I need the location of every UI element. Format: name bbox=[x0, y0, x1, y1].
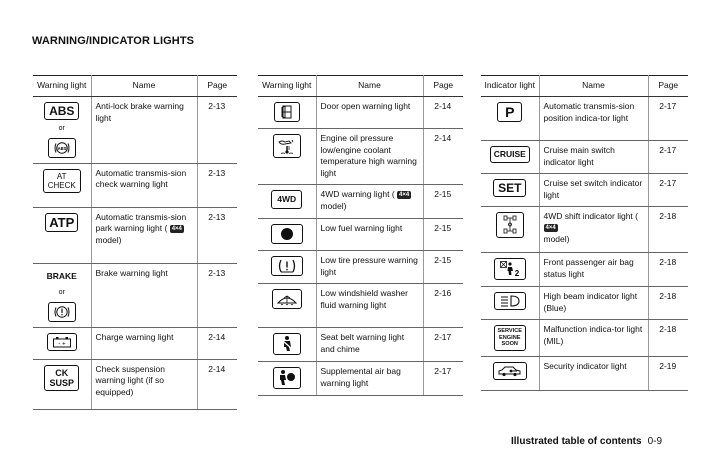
page-cell: 2-17 bbox=[423, 362, 463, 396]
name-cell bbox=[91, 207, 197, 263]
header-name: Name bbox=[316, 76, 423, 97]
brake-circle-icon bbox=[48, 302, 76, 322]
page-cell: 2-14 bbox=[423, 129, 463, 185]
icon-cell bbox=[258, 219, 316, 251]
table-row bbox=[258, 284, 463, 328]
name-text: model) bbox=[320, 200, 347, 211]
icon-cell bbox=[481, 174, 539, 207]
icon-cell bbox=[258, 362, 316, 396]
name-cell: Cruise set switch indicator light bbox=[539, 174, 648, 207]
name-cell: Check suspension warning light (if so equipped) bbox=[91, 359, 197, 409]
table-row bbox=[33, 97, 237, 164]
4wd-icon: 4WD bbox=[271, 190, 302, 209]
table-row bbox=[258, 219, 463, 251]
ses-line3: SOON bbox=[501, 341, 518, 347]
header-warning-light: Warning light bbox=[33, 76, 91, 97]
oil-pressure-temp-icon bbox=[273, 134, 301, 158]
ck-susp-line1: CK bbox=[55, 367, 69, 378]
icon-cell bbox=[258, 129, 316, 185]
service-engine-soon-icon bbox=[494, 325, 526, 351]
header-indicator-light: Indicator light bbox=[481, 76, 539, 97]
washer-fluid-icon bbox=[272, 289, 302, 309]
at-check-line2: CHECK bbox=[47, 180, 76, 190]
page-cell: 2-13 bbox=[197, 263, 237, 327]
name-cell: Anti-lock brake warning light bbox=[91, 97, 197, 164]
4x4-chip-icon: 4×4 bbox=[545, 225, 556, 232]
page-cell: 2-13 bbox=[197, 163, 237, 207]
ck-susp-icon bbox=[44, 365, 79, 391]
indicator-lights-table bbox=[481, 75, 688, 391]
set-icon: SET bbox=[493, 179, 526, 197]
header-page: Page bbox=[648, 76, 688, 97]
table-row bbox=[481, 320, 688, 357]
name-cell: Low tire pressure warning light bbox=[316, 251, 423, 284]
footer-page-number: 0-9 bbox=[647, 436, 663, 447]
page-cell: 2-15 bbox=[423, 251, 463, 284]
table-header bbox=[33, 76, 237, 97]
or-label: or bbox=[58, 125, 65, 132]
table-row bbox=[33, 163, 237, 207]
page-cell: 2-13 bbox=[197, 97, 237, 164]
name-cell: High beam indicator light (Blue) bbox=[539, 287, 648, 320]
icon-cell bbox=[481, 356, 539, 390]
name-cell: Brake warning light bbox=[91, 263, 197, 327]
icon-cell bbox=[258, 251, 316, 284]
battery-icon-text: - + bbox=[58, 341, 66, 347]
table-row bbox=[258, 328, 463, 362]
icon-cell bbox=[481, 320, 539, 357]
page-cell: 2-17 bbox=[423, 328, 463, 362]
icon-cell bbox=[33, 207, 91, 263]
header-name: Name bbox=[91, 76, 197, 97]
high-beam-icon bbox=[494, 292, 526, 310]
tire-pressure-icon bbox=[271, 256, 303, 276]
icon-cell bbox=[33, 263, 91, 327]
icon-cell bbox=[481, 141, 539, 174]
abs-circle-icon bbox=[48, 138, 76, 158]
icon-cell bbox=[481, 287, 539, 320]
name-cell: Front passenger air bag status light bbox=[539, 253, 648, 287]
abs-circle-text: (ABS) bbox=[55, 145, 68, 151]
table-row bbox=[258, 97, 463, 129]
ck-susp-line2: SUSP bbox=[49, 377, 74, 388]
table-row bbox=[481, 174, 688, 207]
name-cell: Engine oil pressure low/engine coolant temperature high warning light bbox=[316, 129, 423, 185]
header-page: Page bbox=[423, 76, 463, 97]
name-cell: Door open warning light bbox=[316, 97, 423, 129]
name-cell: Seat belt warning light and chime bbox=[316, 328, 423, 362]
header-page: Page bbox=[197, 76, 237, 97]
table-row bbox=[258, 129, 463, 185]
brake-icon: BRAKE bbox=[46, 270, 77, 281]
page-cell: 2-14 bbox=[197, 359, 237, 409]
name-cell: Charge warning light bbox=[91, 327, 197, 359]
icon-cell bbox=[33, 359, 91, 409]
icon-cell bbox=[33, 327, 91, 359]
name-cell: Supplemental air bag warning light bbox=[316, 362, 423, 396]
icon-cell bbox=[481, 97, 539, 141]
passenger-airbag-status-icon bbox=[494, 258, 526, 280]
low-fuel-icon bbox=[271, 224, 303, 244]
name-cell bbox=[539, 207, 648, 253]
header-name: Name bbox=[539, 76, 648, 97]
name-text: 4WD warning light ( bbox=[320, 189, 395, 199]
name-text: Automatic transmis-sion park warning light ( bbox=[95, 211, 187, 233]
table-row bbox=[33, 327, 237, 359]
page-title: WARNING/INDICATOR LIGHTS bbox=[32, 35, 195, 47]
name-cell: Malfunction indica-tor light (MIL) bbox=[539, 320, 648, 357]
table-row bbox=[258, 251, 463, 284]
page-cell: 2-18 bbox=[648, 207, 688, 253]
at-check-line1: AT bbox=[56, 171, 67, 181]
page-cell: 2-18 bbox=[648, 320, 688, 357]
warning-lights-table-2 bbox=[258, 75, 463, 396]
seat-belt-icon bbox=[273, 333, 301, 355]
warning-lights-table-1 bbox=[33, 75, 237, 410]
icon-cell bbox=[258, 284, 316, 328]
name-cell: Automatic transmis-sion check warning light bbox=[91, 163, 197, 207]
ses-line2: ENGINE bbox=[499, 334, 521, 341]
table-row bbox=[33, 263, 237, 327]
airbag-icon bbox=[273, 367, 301, 389]
4x4-chip-icon: 4×4 bbox=[171, 225, 182, 232]
icon-cell bbox=[258, 185, 316, 219]
icon-cell bbox=[258, 328, 316, 362]
cruise-icon: CRUISE bbox=[490, 146, 530, 163]
page-cell: 2-14 bbox=[423, 97, 463, 129]
table-row bbox=[33, 359, 237, 409]
airbag-status-number: 2 bbox=[514, 269, 519, 278]
name-cell bbox=[316, 185, 423, 219]
table-row bbox=[481, 253, 688, 287]
table-row bbox=[481, 207, 688, 253]
table-header bbox=[258, 76, 463, 97]
page-cell: 2-18 bbox=[648, 253, 688, 287]
header-warning-light: Warning light bbox=[258, 76, 316, 97]
4wd-shift-icon bbox=[496, 212, 524, 238]
table-row bbox=[481, 287, 688, 320]
page-cell: 2-17 bbox=[648, 174, 688, 207]
battery-icon bbox=[47, 333, 77, 351]
park-p-icon: P bbox=[497, 102, 522, 122]
table-header bbox=[481, 76, 688, 97]
or-label: or bbox=[58, 289, 65, 296]
name-cell: Cruise main switch indicator light bbox=[539, 141, 648, 174]
at-check-icon bbox=[43, 169, 81, 193]
table-row bbox=[258, 185, 463, 219]
name-cell: Low windshield washer fluid warning light bbox=[316, 284, 423, 328]
table-row bbox=[481, 356, 688, 390]
name-cell: Security indicator light bbox=[539, 356, 648, 390]
icon-cell bbox=[33, 97, 91, 164]
footer bbox=[511, 436, 662, 447]
name-text: model) bbox=[543, 234, 570, 244]
atp-icon: ATP bbox=[45, 213, 78, 232]
name-text: model) bbox=[95, 234, 122, 245]
page-cell: 2-19 bbox=[648, 356, 688, 390]
page-cell: 2-15 bbox=[423, 185, 463, 219]
icon-cell bbox=[258, 97, 316, 129]
footer-label: Illustrated table of contents bbox=[511, 436, 642, 447]
ses-line1: SERVICE bbox=[497, 328, 522, 334]
door-open-icon bbox=[274, 102, 300, 122]
name-cell: Automatic transmis-sion position indica-tor light bbox=[539, 97, 648, 141]
table-row bbox=[481, 97, 688, 141]
page-cell: 2-18 bbox=[648, 287, 688, 320]
abs-icon: ABS bbox=[44, 102, 79, 120]
page-cell: 2-17 bbox=[648, 141, 688, 174]
name-text: 4WD shift indicator light ( bbox=[543, 211, 638, 221]
page-cell: 2-13 bbox=[197, 207, 237, 263]
4x4-chip-icon: 4×4 bbox=[399, 191, 410, 198]
name-cell: Low fuel warning light bbox=[316, 219, 423, 251]
security-car-icon bbox=[493, 362, 527, 380]
icon-cell bbox=[481, 253, 539, 287]
icon-cell bbox=[33, 163, 91, 207]
page-cell: 2-17 bbox=[648, 97, 688, 141]
page-cell: 2-15 bbox=[423, 219, 463, 251]
table-row bbox=[258, 362, 463, 396]
page-cell: 2-14 bbox=[197, 327, 237, 359]
table-row bbox=[481, 141, 688, 174]
page-cell: 2-16 bbox=[423, 284, 463, 328]
icon-cell bbox=[481, 207, 539, 253]
table-row bbox=[33, 207, 237, 263]
